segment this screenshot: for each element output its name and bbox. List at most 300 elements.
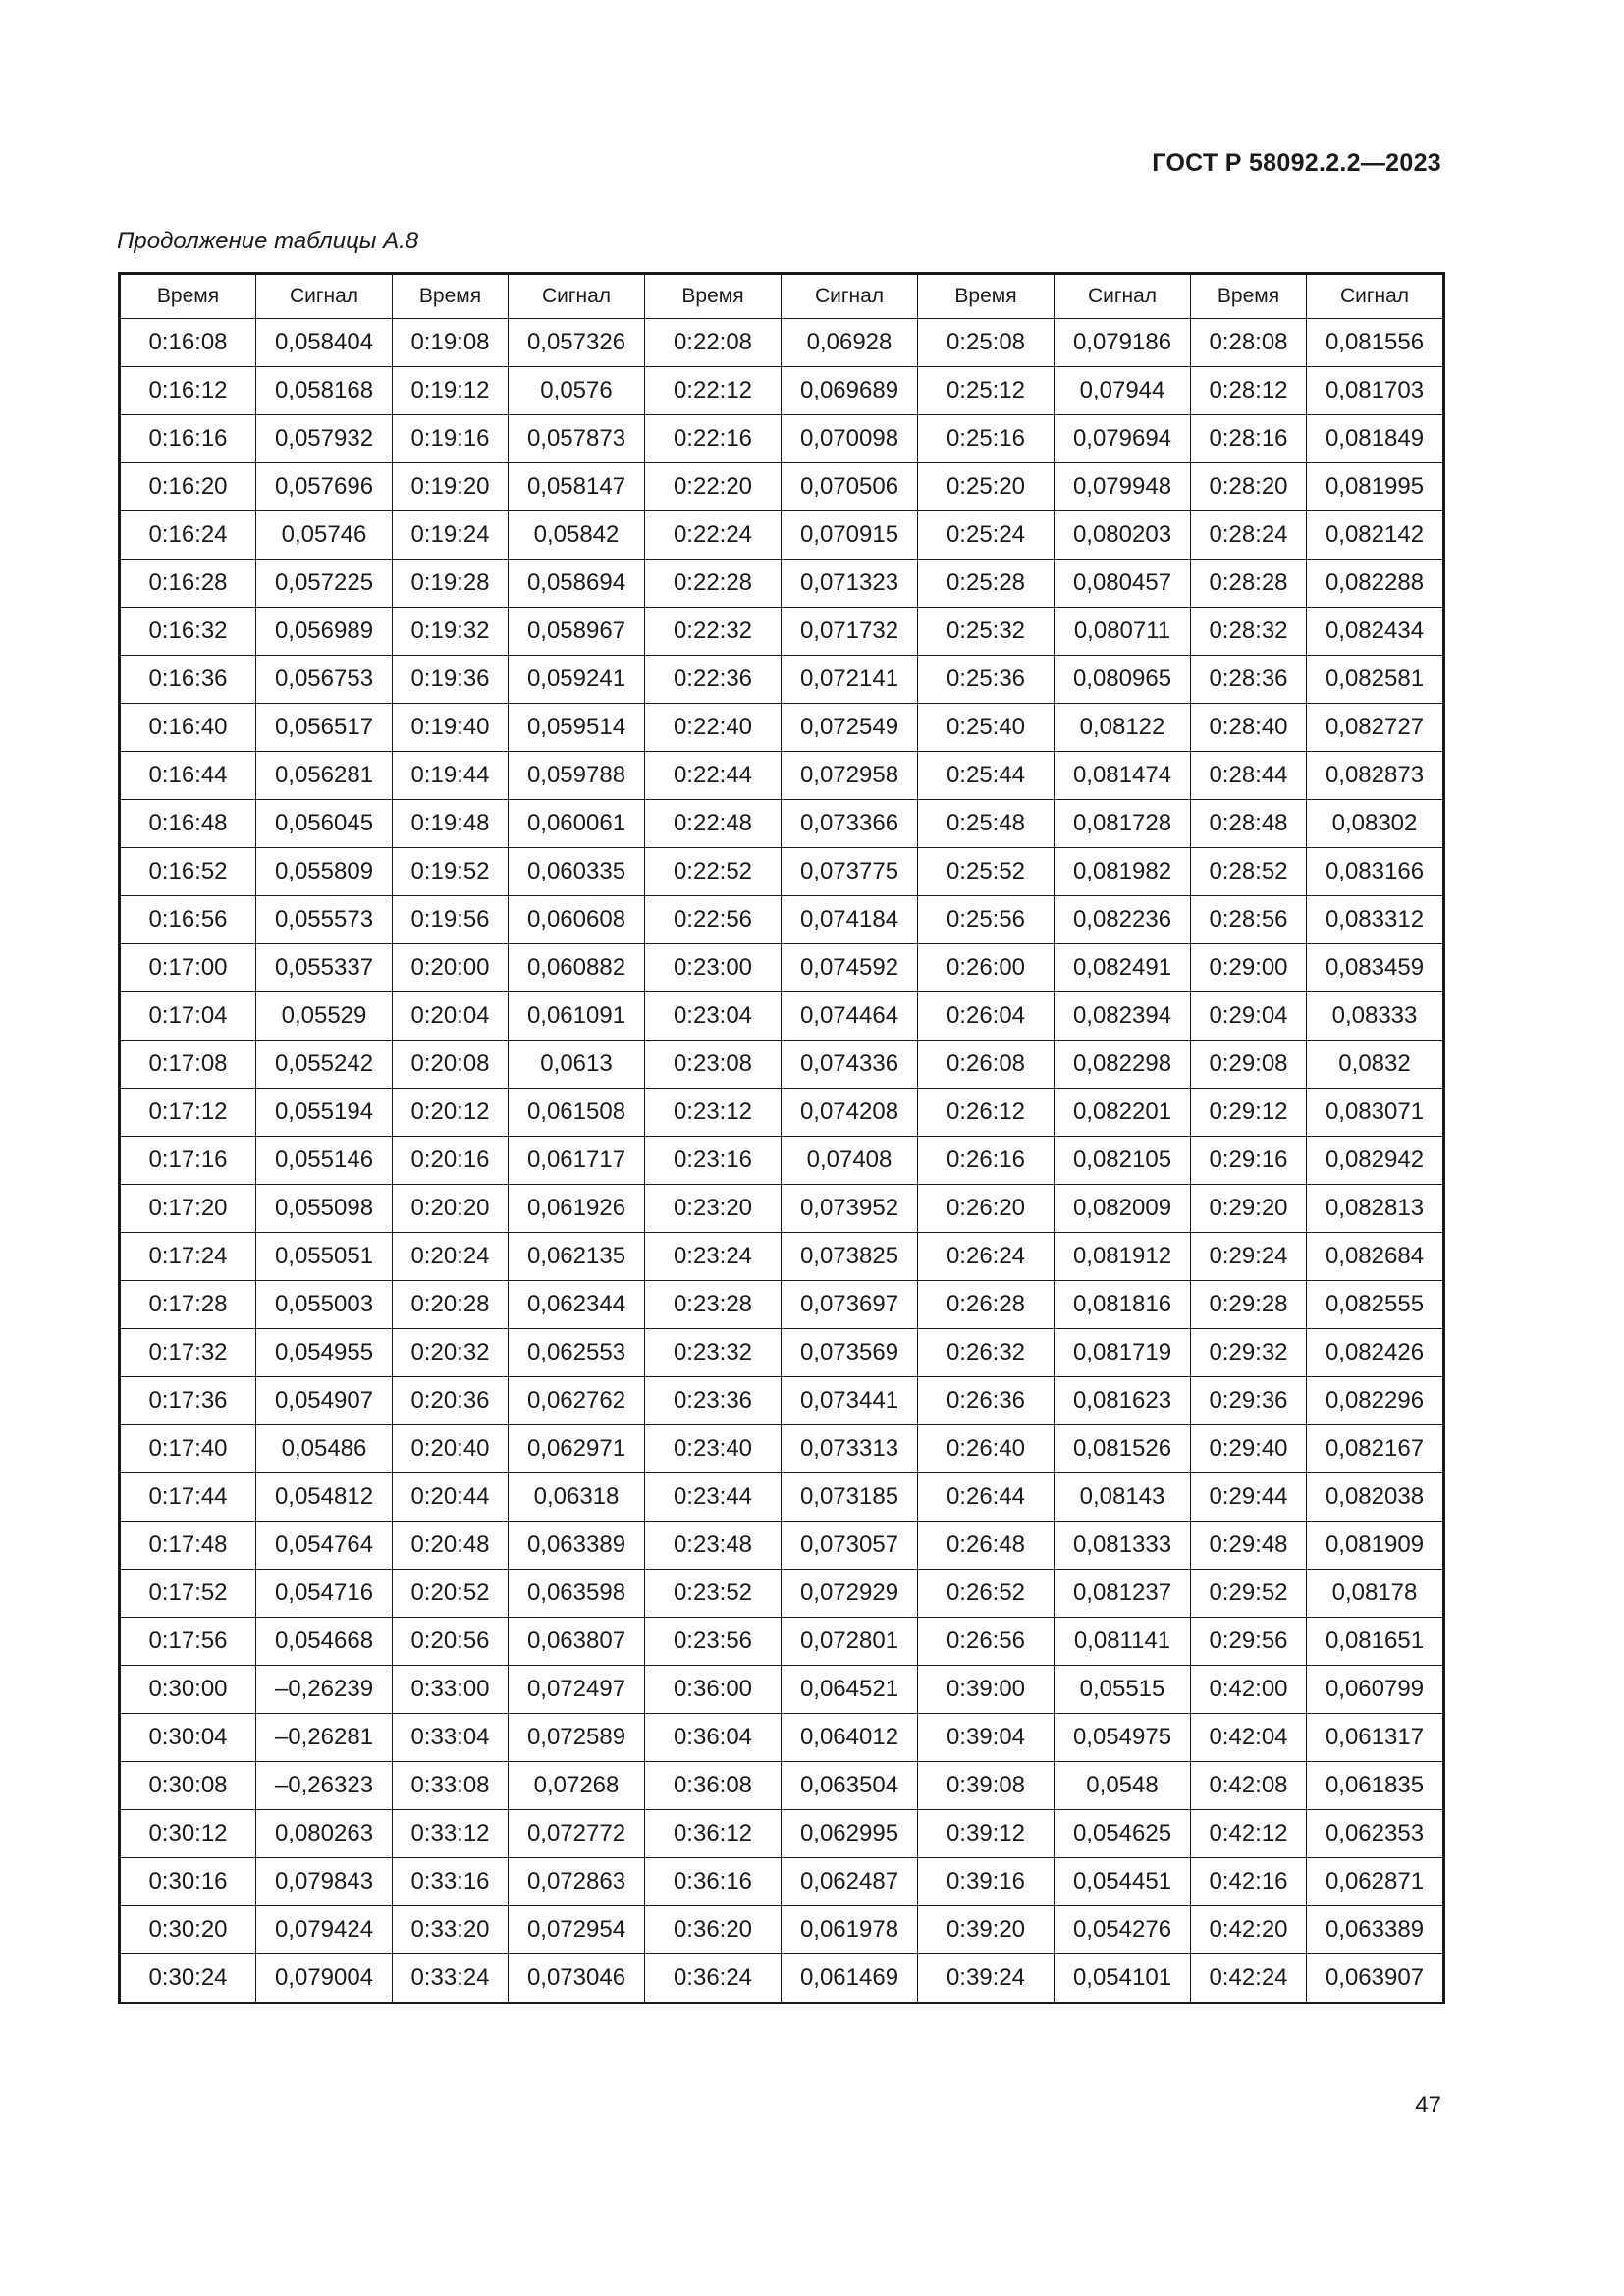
- table-row: [120, 319, 1444, 367]
- signal-cell: 0,081623: [1055, 1377, 1191, 1425]
- signal-cell: 0,082684: [1307, 1233, 1444, 1281]
- signal-cell: 0,060335: [509, 848, 645, 896]
- time-cell: 0:23:56: [645, 1618, 782, 1666]
- signal-cell: 0,058168: [256, 367, 393, 415]
- signal-cell: 0,063389: [1307, 1906, 1444, 1954]
- signal-cell: 0,072549: [782, 704, 918, 752]
- signal-cell: 0,055146: [256, 1137, 393, 1185]
- table-row: [120, 752, 1444, 800]
- signal-cell: 0,079004: [256, 1954, 393, 2003]
- signal-cell: 0,082942: [1307, 1137, 1444, 1185]
- time-cell: 0:22:08: [645, 319, 782, 367]
- time-cell: 0:26:44: [918, 1473, 1055, 1522]
- time-cell: 0:25:48: [918, 800, 1055, 848]
- signal-cell: 0,060061: [509, 800, 645, 848]
- signal-cell: 0,064012: [782, 1714, 918, 1762]
- signal-cell: 0,079948: [1055, 463, 1191, 511]
- signal-cell: 0,069689: [782, 367, 918, 415]
- time-cell: 0:39:00: [918, 1666, 1055, 1714]
- signal-cell: 0,058147: [509, 463, 645, 511]
- time-cell: 0:29:20: [1191, 1185, 1307, 1233]
- time-cell: 0:23:20: [645, 1185, 782, 1233]
- table-header-row: [120, 274, 1444, 319]
- signal-cell: 0,054451: [1055, 1858, 1191, 1906]
- signal-cell: 0,062353: [1307, 1810, 1444, 1858]
- signal-cell: 0,060608: [509, 896, 645, 944]
- time-cell: 0:22:36: [645, 656, 782, 704]
- signal-cell: 0,07408: [782, 1137, 918, 1185]
- signal-cell: 0,072141: [782, 656, 918, 704]
- time-cell: 0:26:52: [918, 1570, 1055, 1618]
- time-cell: 0:17:28: [120, 1281, 256, 1329]
- signal-cell: 0,054101: [1055, 1954, 1191, 2003]
- time-cell: 0:30:04: [120, 1714, 256, 1762]
- signal-cell: 0,081556: [1307, 319, 1444, 367]
- time-cell: 0:26:12: [918, 1089, 1055, 1137]
- signal-cell: 0,071323: [782, 560, 918, 608]
- signal-cell: 0,0832: [1307, 1041, 1444, 1089]
- signal-cell: 0,072929: [782, 1570, 918, 1618]
- time-cell: 0:23:44: [645, 1473, 782, 1522]
- signal-cell: 0,072958: [782, 752, 918, 800]
- time-cell: 0:36:08: [645, 1762, 782, 1810]
- signal-cell: 0,059241: [509, 656, 645, 704]
- column-header: Сигнал: [1055, 274, 1191, 319]
- signal-cell: 0,083071: [1307, 1089, 1444, 1137]
- signal-cell: 0,062344: [509, 1281, 645, 1329]
- time-cell: 0:19:52: [393, 848, 509, 896]
- time-cell: 0:22:32: [645, 608, 782, 656]
- signal-cell: 0,081995: [1307, 463, 1444, 511]
- signal-cell: 0,061508: [509, 1089, 645, 1137]
- column-header: Сигнал: [782, 274, 918, 319]
- signal-cell: 0,061317: [1307, 1714, 1444, 1762]
- table-row: [120, 1618, 1444, 1666]
- table-row: [120, 1473, 1444, 1522]
- signal-cell: 0,054907: [256, 1377, 393, 1425]
- signal-cell: 0,081909: [1307, 1522, 1444, 1570]
- table-caption: Продолжение таблицы А.8: [117, 228, 419, 254]
- time-cell: 0:26:32: [918, 1329, 1055, 1377]
- signal-cell: 0,081526: [1055, 1425, 1191, 1473]
- signal-cell: 0,073952: [782, 1185, 918, 1233]
- time-cell: 0:23:52: [645, 1570, 782, 1618]
- table-row: [120, 608, 1444, 656]
- time-cell: 0:28:44: [1191, 752, 1307, 800]
- time-cell: 0:33:08: [393, 1762, 509, 1810]
- signal-cell: 0,062553: [509, 1329, 645, 1377]
- signal-cell: 0,072863: [509, 1858, 645, 1906]
- time-cell: 0:19:12: [393, 367, 509, 415]
- time-cell: 0:23:12: [645, 1089, 782, 1137]
- time-cell: 0:30:20: [120, 1906, 256, 1954]
- time-cell: 0:20:28: [393, 1281, 509, 1329]
- table-row: [120, 992, 1444, 1041]
- signal-cell: 0,05842: [509, 511, 645, 560]
- signal-cell: –0,26323: [256, 1762, 393, 1810]
- signal-cell: 0,080711: [1055, 608, 1191, 656]
- signal-cell: 0,073825: [782, 1233, 918, 1281]
- signal-cell: 0,062871: [1307, 1858, 1444, 1906]
- time-cell: 0:42:20: [1191, 1906, 1307, 1954]
- column-header: Время: [645, 274, 782, 319]
- signal-cell: 0,056281: [256, 752, 393, 800]
- signal-cell: 0,057225: [256, 560, 393, 608]
- time-cell: 0:26:00: [918, 944, 1055, 992]
- time-cell: 0:19:48: [393, 800, 509, 848]
- time-cell: 0:29:16: [1191, 1137, 1307, 1185]
- time-cell: 0:22:44: [645, 752, 782, 800]
- time-cell: 0:33:16: [393, 1858, 509, 1906]
- signal-cell: 0,080457: [1055, 560, 1191, 608]
- time-cell: 0:28:12: [1191, 367, 1307, 415]
- signal-cell: 0,079694: [1055, 415, 1191, 463]
- table-row: [120, 415, 1444, 463]
- signal-cell: 0,082581: [1307, 656, 1444, 704]
- table-row: [120, 848, 1444, 896]
- signal-cell: 0,074184: [782, 896, 918, 944]
- signal-cell: 0,073569: [782, 1329, 918, 1377]
- signal-cell: 0,05515: [1055, 1666, 1191, 1714]
- signal-cell: 0,07944: [1055, 367, 1191, 415]
- time-cell: 0:25:24: [918, 511, 1055, 560]
- table-row: [120, 800, 1444, 848]
- time-cell: 0:23:36: [645, 1377, 782, 1425]
- time-cell: 0:16:32: [120, 608, 256, 656]
- time-cell: 0:26:24: [918, 1233, 1055, 1281]
- signal-cell: 0,082813: [1307, 1185, 1444, 1233]
- signal-cell: 0,082727: [1307, 704, 1444, 752]
- table-row: [120, 1329, 1444, 1377]
- signal-cell: 0,055098: [256, 1185, 393, 1233]
- signal-cell: 0,072954: [509, 1906, 645, 1954]
- time-cell: 0:20:48: [393, 1522, 509, 1570]
- signal-cell: 0,073185: [782, 1473, 918, 1522]
- time-cell: 0:17:08: [120, 1041, 256, 1089]
- time-cell: 0:29:28: [1191, 1281, 1307, 1329]
- signal-cell: 0,073313: [782, 1425, 918, 1473]
- signal-cell: 0,054276: [1055, 1906, 1191, 1954]
- signal-cell: 0,05529: [256, 992, 393, 1041]
- time-cell: 0:28:36: [1191, 656, 1307, 704]
- time-cell: 0:23:24: [645, 1233, 782, 1281]
- signal-cell: 0,072497: [509, 1666, 645, 1714]
- time-cell: 0:26:08: [918, 1041, 1055, 1089]
- signal-cell: 0,063598: [509, 1570, 645, 1618]
- time-cell: 0:33:20: [393, 1906, 509, 1954]
- time-cell: 0:19:24: [393, 511, 509, 560]
- time-cell: 0:25:32: [918, 608, 1055, 656]
- time-cell: 0:17:44: [120, 1473, 256, 1522]
- time-cell: 0:20:12: [393, 1089, 509, 1137]
- time-cell: 0:17:16: [120, 1137, 256, 1185]
- signal-cell: 0,073366: [782, 800, 918, 848]
- time-cell: 0:36:04: [645, 1714, 782, 1762]
- time-cell: 0:39:16: [918, 1858, 1055, 1906]
- time-cell: 0:22:12: [645, 367, 782, 415]
- signal-cell: 0,070915: [782, 511, 918, 560]
- signal-cell: 0,063389: [509, 1522, 645, 1570]
- signal-cell: 0,055003: [256, 1281, 393, 1329]
- column-header: Время: [1191, 274, 1307, 319]
- signal-cell: 0,062135: [509, 1233, 645, 1281]
- time-cell: 0:26:36: [918, 1377, 1055, 1425]
- time-cell: 0:26:48: [918, 1522, 1055, 1570]
- table-row: [120, 1041, 1444, 1089]
- signal-cell: 0,083166: [1307, 848, 1444, 896]
- time-cell: 0:36:20: [645, 1906, 782, 1954]
- signal-cell: 0,081982: [1055, 848, 1191, 896]
- signal-cell: 0,057696: [256, 463, 393, 511]
- signal-cell: 0,081474: [1055, 752, 1191, 800]
- time-cell: 0:29:04: [1191, 992, 1307, 1041]
- time-cell: 0:26:40: [918, 1425, 1055, 1473]
- time-cell: 0:29:44: [1191, 1473, 1307, 1522]
- time-cell: 0:29:40: [1191, 1425, 1307, 1473]
- time-cell: 0:29:00: [1191, 944, 1307, 992]
- signal-cell: 0,08122: [1055, 704, 1191, 752]
- time-cell: 0:25:56: [918, 896, 1055, 944]
- time-cell: 0:16:44: [120, 752, 256, 800]
- time-cell: 0:28:24: [1191, 511, 1307, 560]
- time-cell: 0:20:20: [393, 1185, 509, 1233]
- signal-cell: 0,082009: [1055, 1185, 1191, 1233]
- time-cell: 0:33:12: [393, 1810, 509, 1858]
- signal-cell: 0,054668: [256, 1618, 393, 1666]
- table-row: [120, 1714, 1444, 1762]
- time-cell: 0:20:36: [393, 1377, 509, 1425]
- signal-cell: 0,07268: [509, 1762, 645, 1810]
- signal-cell: 0,071732: [782, 608, 918, 656]
- time-cell: 0:16:20: [120, 463, 256, 511]
- time-cell: 0:29:56: [1191, 1618, 1307, 1666]
- time-cell: 0:23:08: [645, 1041, 782, 1089]
- time-cell: 0:20:24: [393, 1233, 509, 1281]
- signal-cell: 0,070098: [782, 415, 918, 463]
- signal-cell: 0,059788: [509, 752, 645, 800]
- time-cell: 0:16:28: [120, 560, 256, 608]
- signal-cell: 0,054975: [1055, 1714, 1191, 1762]
- time-cell: 0:20:16: [393, 1137, 509, 1185]
- time-cell: 0:42:04: [1191, 1714, 1307, 1762]
- signal-cell: 0,081703: [1307, 367, 1444, 415]
- time-cell: 0:39:08: [918, 1762, 1055, 1810]
- signal-cell: 0,073697: [782, 1281, 918, 1329]
- table-row: [120, 656, 1444, 704]
- table-row: [120, 367, 1444, 415]
- signal-cell: 0,081849: [1307, 415, 1444, 463]
- signal-cell: 0,081816: [1055, 1281, 1191, 1329]
- signal-cell: 0,061469: [782, 1954, 918, 2003]
- signal-cell: 0,08333: [1307, 992, 1444, 1041]
- time-cell: 0:33:00: [393, 1666, 509, 1714]
- signal-cell: 0,074592: [782, 944, 918, 992]
- time-cell: 0:23:40: [645, 1425, 782, 1473]
- signal-cell: 0,060882: [509, 944, 645, 992]
- signal-cell: 0,082555: [1307, 1281, 1444, 1329]
- table-row: [120, 896, 1444, 944]
- time-cell: 0:16:08: [120, 319, 256, 367]
- signal-cell: 0,08178: [1307, 1570, 1444, 1618]
- signal-cell: 0,058404: [256, 319, 393, 367]
- time-cell: 0:36:16: [645, 1858, 782, 1906]
- signal-cell: 0,0576: [509, 367, 645, 415]
- signal-cell: 0,054764: [256, 1522, 393, 1570]
- signal-cell: 0,0613: [509, 1041, 645, 1089]
- time-cell: 0:17:32: [120, 1329, 256, 1377]
- signal-cell: 0,08143: [1055, 1473, 1191, 1522]
- signal-cell: 0,055242: [256, 1041, 393, 1089]
- table-row: [120, 560, 1444, 608]
- time-cell: 0:19:08: [393, 319, 509, 367]
- time-cell: 0:25:16: [918, 415, 1055, 463]
- time-cell: 0:17:24: [120, 1233, 256, 1281]
- signal-cell: 0,061717: [509, 1137, 645, 1185]
- time-cell: 0:29:08: [1191, 1041, 1307, 1089]
- signal-cell: 0,055809: [256, 848, 393, 896]
- time-cell: 0:16:40: [120, 704, 256, 752]
- time-cell: 0:36:24: [645, 1954, 782, 2003]
- signal-cell: 0,080965: [1055, 656, 1191, 704]
- time-cell: 0:19:36: [393, 656, 509, 704]
- time-cell: 0:29:24: [1191, 1233, 1307, 1281]
- page-number: 47: [1415, 2092, 1441, 2118]
- signal-cell: 0,061978: [782, 1906, 918, 1954]
- signal-cell: 0,055051: [256, 1233, 393, 1281]
- time-cell: 0:29:12: [1191, 1089, 1307, 1137]
- time-cell: 0:20:04: [393, 992, 509, 1041]
- time-cell: 0:20:40: [393, 1425, 509, 1473]
- table-row: [120, 1858, 1444, 1906]
- time-cell: 0:26:20: [918, 1185, 1055, 1233]
- signal-cell: 0,057326: [509, 319, 645, 367]
- signal-cell: 0,072772: [509, 1810, 645, 1858]
- signal-cell: 0,080263: [256, 1810, 393, 1858]
- time-cell: 0:22:28: [645, 560, 782, 608]
- time-cell: 0:36:12: [645, 1810, 782, 1858]
- table-row: [120, 463, 1444, 511]
- time-cell: 0:23:16: [645, 1137, 782, 1185]
- signal-cell: 0,055337: [256, 944, 393, 992]
- signal-cell: 0,054625: [1055, 1810, 1191, 1858]
- time-cell: 0:39:24: [918, 1954, 1055, 2003]
- signal-cell: 0,061835: [1307, 1762, 1444, 1810]
- time-cell: 0:23:28: [645, 1281, 782, 1329]
- time-cell: 0:20:32: [393, 1329, 509, 1377]
- table-row: [120, 511, 1444, 560]
- signal-cell: 0,082288: [1307, 560, 1444, 608]
- signal-cell: 0,082873: [1307, 752, 1444, 800]
- time-cell: 0:16:52: [120, 848, 256, 896]
- signal-cell: 0,057932: [256, 415, 393, 463]
- time-cell: 0:16:56: [120, 896, 256, 944]
- time-cell: 0:25:52: [918, 848, 1055, 896]
- table-row: [120, 1906, 1444, 1954]
- signal-cell: 0,079186: [1055, 319, 1191, 367]
- time-cell: 0:17:52: [120, 1570, 256, 1618]
- signal-cell: 0,081728: [1055, 800, 1191, 848]
- time-cell: 0:16:48: [120, 800, 256, 848]
- signal-cell: 0,056517: [256, 704, 393, 752]
- signal-cell: 0,081333: [1055, 1522, 1191, 1570]
- time-cell: 0:28:52: [1191, 848, 1307, 896]
- time-cell: 0:19:56: [393, 896, 509, 944]
- signal-cell: 0,08302: [1307, 800, 1444, 848]
- time-cell: 0:39:20: [918, 1906, 1055, 1954]
- table-row: [120, 1185, 1444, 1233]
- time-cell: 0:19:16: [393, 415, 509, 463]
- time-cell: 0:30:24: [120, 1954, 256, 2003]
- signal-cell: 0,082298: [1055, 1041, 1191, 1089]
- table-row: [120, 1281, 1444, 1329]
- signal-cell: 0,054716: [256, 1570, 393, 1618]
- time-cell: 0:29:32: [1191, 1329, 1307, 1377]
- time-cell: 0:17:56: [120, 1618, 256, 1666]
- time-cell: 0:17:12: [120, 1089, 256, 1137]
- table-row: [120, 1137, 1444, 1185]
- time-cell: 0:28:16: [1191, 415, 1307, 463]
- signal-cell: 0,073046: [509, 1954, 645, 2003]
- column-header: Сигнал: [1307, 274, 1444, 319]
- signal-cell: 0,070506: [782, 463, 918, 511]
- time-cell: 0:28:08: [1191, 319, 1307, 367]
- table-row: [120, 1810, 1444, 1858]
- time-cell: 0:25:28: [918, 560, 1055, 608]
- time-cell: 0:26:56: [918, 1618, 1055, 1666]
- table-row: [120, 1666, 1444, 1714]
- signal-cell: 0,073775: [782, 848, 918, 896]
- time-cell: 0:23:00: [645, 944, 782, 992]
- time-cell: 0:20:52: [393, 1570, 509, 1618]
- column-header: Время: [918, 274, 1055, 319]
- time-cell: 0:42:08: [1191, 1762, 1307, 1810]
- time-cell: 0:29:36: [1191, 1377, 1307, 1425]
- signal-cell: 0,074464: [782, 992, 918, 1041]
- signal-cell: 0,081912: [1055, 1233, 1191, 1281]
- table-row: [120, 1522, 1444, 1570]
- time-cell: 0:30:08: [120, 1762, 256, 1810]
- time-cell: 0:23:48: [645, 1522, 782, 1570]
- time-cell: 0:23:04: [645, 992, 782, 1041]
- document-code: ГОСТ Р 58092.2.2—2023: [1152, 149, 1441, 177]
- signal-cell: 0,06318: [509, 1473, 645, 1522]
- time-cell: 0:22:56: [645, 896, 782, 944]
- signal-cell: 0,063504: [782, 1762, 918, 1810]
- signal-cell: 0,057873: [509, 415, 645, 463]
- time-cell: 0:33:04: [393, 1714, 509, 1762]
- time-cell: 0:33:24: [393, 1954, 509, 2003]
- table-row: [120, 1089, 1444, 1137]
- time-cell: 0:19:40: [393, 704, 509, 752]
- time-cell: 0:17:48: [120, 1522, 256, 1570]
- time-cell: 0:22:40: [645, 704, 782, 752]
- signal-cell: 0,082491: [1055, 944, 1191, 992]
- signal-cell: 0,058967: [509, 608, 645, 656]
- column-header: Сигнал: [256, 274, 393, 319]
- time-cell: 0:16:36: [120, 656, 256, 704]
- signal-cell: 0,056753: [256, 656, 393, 704]
- signal-cell: 0,054812: [256, 1473, 393, 1522]
- time-cell: 0:20:08: [393, 1041, 509, 1089]
- time-cell: 0:22:48: [645, 800, 782, 848]
- time-cell: 0:22:16: [645, 415, 782, 463]
- signal-cell: 0,063807: [509, 1618, 645, 1666]
- signal-cell: –0,26281: [256, 1714, 393, 1762]
- signal-cell: 0,080203: [1055, 511, 1191, 560]
- time-cell: 0:26:04: [918, 992, 1055, 1041]
- signal-cell: 0,081651: [1307, 1618, 1444, 1666]
- time-cell: 0:25:08: [918, 319, 1055, 367]
